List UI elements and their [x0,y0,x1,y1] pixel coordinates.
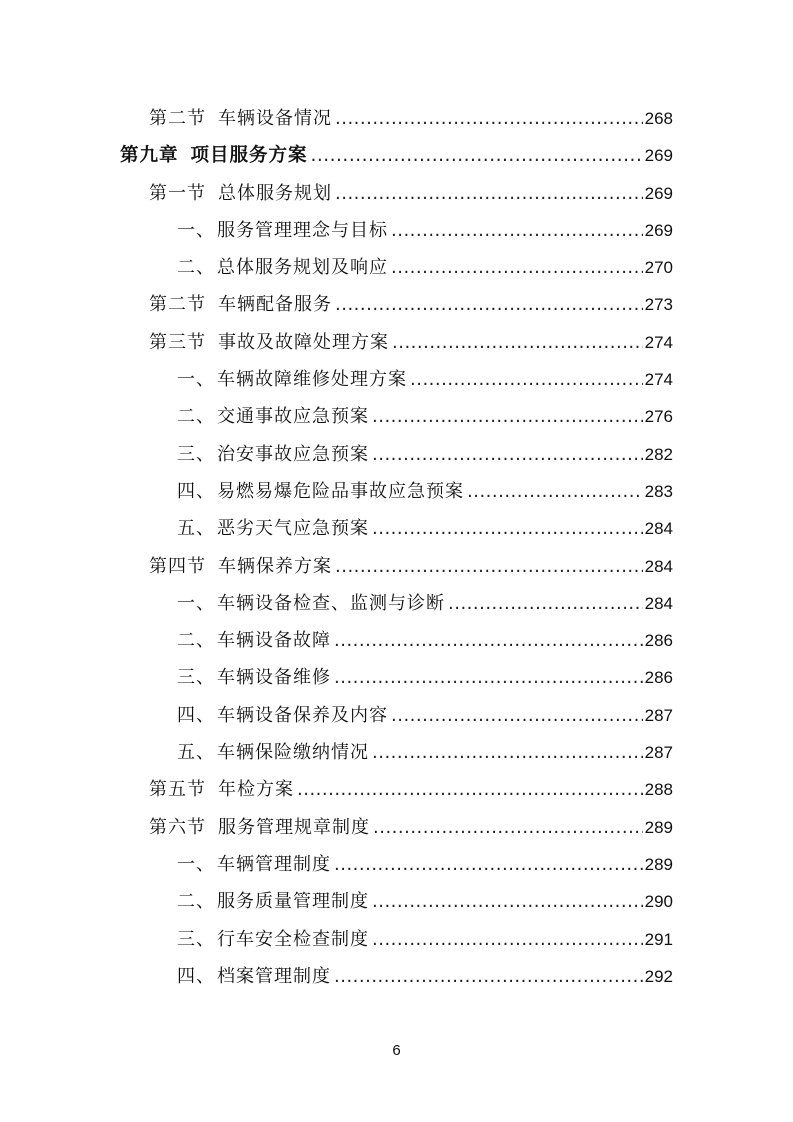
toc-entry-number: 第一节 [149,182,206,204]
toc-entry-line [177,361,673,398]
toc-entry-text: 车辆保养方案 [218,555,332,577]
toc-entry-line [149,771,673,808]
toc-entry[interactable] [0,361,793,398]
toc-leader-dots [372,883,643,920]
toc-entry[interactable] [0,324,793,361]
toc-entry-line [177,958,673,995]
toc-entry-line [149,548,673,585]
toc-entry-number: 二、 [177,257,215,279]
toc-entry-text: 交通事故应急预案 [217,406,369,428]
toc-entry-number: 一、 [177,592,215,614]
toc-entry[interactable] [0,809,793,846]
toc-entry-text: 总体服务规划 [218,182,332,204]
toc-leader-dots [391,249,643,286]
toc-leader-dots [391,212,643,249]
toc-leader-dots [334,846,643,883]
toc-entry-number: 第五节 [149,779,206,801]
toc-entry-title [149,809,370,846]
toc-entry-line [177,697,673,734]
toc-page-number: 292 [644,966,673,986]
toc-page-number: 289 [644,854,673,874]
toc-leader-dots [334,659,643,696]
toc-entry[interactable] [0,622,793,659]
toc-entry-number: 二、 [177,891,215,913]
toc-entry-text: 服务质量管理制度 [217,891,369,913]
toc-entry-number: 三、 [177,443,215,465]
toc-entry-number: 第六节 [149,816,206,838]
toc-leader-dots [334,958,643,995]
toc-page-number: 284 [644,556,673,576]
toc-entry-title [177,659,331,696]
toc-page-number: 286 [644,668,673,688]
toc-entry-number: 一、 [177,219,215,241]
toc-entry-title [149,771,294,808]
toc-entry[interactable] [0,734,793,771]
toc-leader-dots [311,137,643,174]
toc-entry-title [149,100,332,137]
toc-entry-number: 第二节 [149,294,206,316]
toc-leader-dots [335,548,643,585]
toc-entry-title [177,361,407,398]
toc-page-number: 269 [644,183,673,203]
toc-entry-title [149,175,332,212]
toc-entry-line [177,212,673,249]
toc-entry-line [149,324,673,361]
toc-entry-title [149,324,389,361]
toc-entry-number: 三、 [177,928,215,950]
toc-entry-title [177,212,388,249]
toc-entry-title [177,436,369,473]
toc-entry-line [177,734,673,771]
toc-entry[interactable] [0,249,793,286]
toc-entry-text: 行车安全检查制度 [217,928,369,950]
toc-entry[interactable] [0,286,793,323]
toc-entry[interactable] [0,175,793,212]
toc-entry[interactable] [0,659,793,696]
toc-leader-dots [410,361,643,398]
toc-page-number: 269 [644,146,673,166]
toc-entry-number: 二、 [177,406,215,428]
toc-entry-text: 档案管理制度 [217,965,331,987]
toc-page-number: 286 [644,631,673,651]
toc-entry-text: 服务管理理念与目标 [217,219,388,241]
toc-entry-number: 一、 [177,369,215,391]
toc-leader-dots [335,100,643,137]
toc-leader-dots [448,585,643,622]
toc-entry-text: 恶劣天气应急预案 [217,518,369,540]
toc-entry-line [177,585,673,622]
toc-entry-text: 项目服务方案 [190,145,308,167]
toc-page-number: 287 [644,705,673,725]
toc-entry[interactable] [0,436,793,473]
toc-entry-text: 车辆设备保养及内容 [217,704,388,726]
toc-entry-number: 第四节 [149,555,206,577]
toc-entry-title [177,249,388,286]
toc-page-number: 288 [644,780,673,800]
toc-entry-text: 事故及故障处理方案 [218,331,389,353]
toc-entry-text: 服务管理规章制度 [218,816,370,838]
toc-entry[interactable] [0,958,793,995]
toc-leader-dots [297,771,643,808]
toc-entry-line [177,473,673,510]
toc-entry[interactable] [0,548,793,585]
toc-entry-title [177,883,369,920]
toc-entry[interactable] [0,883,793,920]
toc-leader-dots [334,622,643,659]
toc-entry[interactable] [0,846,793,883]
toc-page-number: 274 [644,332,673,352]
toc-page-number: 284 [644,519,673,539]
toc-entry-line [177,622,673,659]
toc-entry-text: 车辆保险缴纳情况 [217,742,369,764]
toc-leader-dots [372,398,643,435]
toc-entry-text: 车辆设备维修 [217,667,331,689]
toc-entry-title [177,398,369,435]
toc-entry-line [177,436,673,473]
toc-entry[interactable] [0,510,793,547]
toc-entry-title [177,734,369,771]
toc-leader-dots [335,286,643,323]
toc-entry[interactable] [0,137,793,174]
toc-leader-dots [373,809,643,846]
toc-entry-title [177,697,388,734]
toc-page-number: 284 [644,593,673,613]
toc-entry-line [177,883,673,920]
toc-entry[interactable] [0,771,793,808]
toc-leader-dots [372,921,643,958]
toc-leader-dots [335,175,643,212]
toc-entry-line [149,100,673,137]
toc-entry-text: 治安事故应急预案 [217,443,369,465]
toc-page-number: 283 [644,481,673,501]
toc-entry-text: 年检方案 [218,779,294,801]
toc-entry-line [177,510,673,547]
toc-page-number: 269 [644,220,673,240]
toc-entry-number: 五、 [177,518,215,540]
toc-entry-text: 车辆设备故障 [217,630,331,652]
toc-entry-number: 二、 [177,630,215,652]
toc-page-number: 287 [644,743,673,763]
toc-entry[interactable] [0,473,793,510]
toc-entry-title [177,622,331,659]
table-of-contents [0,100,793,995]
toc-entry-number: 第三节 [149,331,206,353]
toc-entry-text: 车辆配备服务 [218,294,332,316]
toc-entry-number: 四、 [177,965,215,987]
toc-leader-dots [467,473,643,510]
toc-entry-title [177,846,331,883]
toc-entry-line [177,659,673,696]
toc-entry-title [177,921,369,958]
toc-entry-title [177,510,369,547]
toc-page-number: 273 [644,295,673,315]
toc-entry-title [120,137,308,174]
toc-entry-line [177,846,673,883]
toc-entry-title [177,958,331,995]
toc-page-number: 268 [644,109,673,128]
toc-page-number: 291 [644,929,673,949]
toc-entry-line [149,809,673,846]
toc-entry-number: 四、 [177,480,215,502]
toc-entry-text: 车辆设备情况 [218,108,332,129]
toc-page-number: 289 [644,817,673,837]
toc-page-number: 290 [644,892,673,912]
toc-entry-line [177,249,673,286]
toc-entry[interactable] [0,212,793,249]
toc-entry-title [149,548,332,585]
toc-entry-number: 第二节 [149,108,206,129]
toc-entry-number: 三、 [177,667,215,689]
toc-entry-text: 总体服务规划及响应 [217,257,388,279]
toc-entry-line [149,286,673,323]
toc-page-number: 276 [644,407,673,427]
toc-entry-line [177,921,673,958]
toc-entry-text: 易燃易爆危险品事故应急预案 [217,480,464,502]
toc-leader-dots [392,324,643,361]
toc-leader-dots [372,734,643,771]
toc-entry-number: 一、 [177,853,215,875]
toc-entry-title [149,286,332,323]
toc-entry-title [177,473,464,510]
toc-entry-title [177,585,445,622]
toc-entry[interactable] [0,100,793,137]
toc-entry-number: 五、 [177,742,215,764]
toc-page-number: 282 [644,444,673,464]
toc-entry-number: 第九章 [120,145,179,167]
toc-entry[interactable] [0,585,793,622]
toc-entry-line [149,175,673,212]
toc-leader-dots [372,510,643,547]
toc-page-number: 274 [644,370,673,390]
toc-entry-text: 车辆故障维修处理方案 [217,369,407,391]
toc-leader-dots [391,697,643,734]
toc-entry-text: 车辆管理制度 [217,853,331,875]
toc-entry-text: 车辆设备检查、监测与诊断 [217,592,445,614]
toc-leader-dots [372,436,643,473]
toc-page-number: 270 [644,258,673,278]
toc-entry[interactable] [0,398,793,435]
toc-entry[interactable] [0,697,793,734]
toc-entry[interactable] [0,921,793,958]
toc-entry-line [177,398,673,435]
page-number: 6 [392,1042,401,1059]
toc-entry-line [120,137,673,174]
toc-entry-number: 四、 [177,704,215,726]
